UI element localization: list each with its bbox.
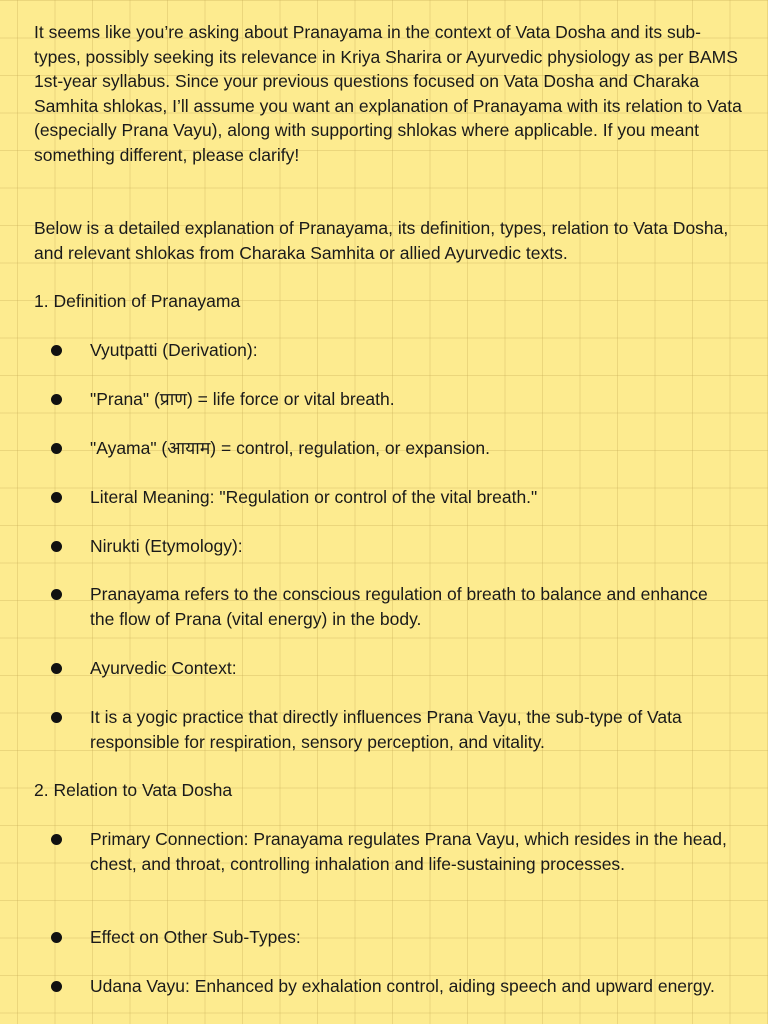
intro-paragraph: It seems like you’re asking about Pranayama in the context of Vata Dosha and its sub-types, possibly seeking its relevance in Kriya Sharira or Ayurvedic physiology as per BAMS 1st-year syllabus. Since your previous questions focused on Vata Dosha and Charaka Samhita shlokas, I’ll assume you want an explanation of Pranayama with its relation to Vata (especially Prana Vayu), along with supporting shlokas where applicable. If you meant something different, please clarify!	[34, 22, 742, 165]
bullet-icon	[51, 932, 62, 943]
bullet-icon	[51, 663, 62, 674]
list-item-text: Nirukti (Etymology):	[90, 536, 243, 556]
list-item-text: It is a yogic practice that directly influences Prana Vayu, the sub-type of Vata responsible for respiration, sensory perception, and vitality.	[90, 707, 682, 752]
bullet-icon	[51, 981, 62, 992]
list-item-text: Literal Meaning: "Regulation or control of the vital breath."	[90, 487, 538, 507]
bullet-icon	[51, 834, 62, 845]
bullet-icon	[51, 712, 62, 723]
bullet-icon	[51, 394, 62, 405]
list-item-text: Pranayama refers to the conscious regulation of breath to balance and enhance the flow of Prana (vital energy) in the body.	[90, 584, 708, 629]
bullet-icon	[51, 492, 62, 503]
list-item-text: Vyutpatti (Derivation):	[90, 340, 258, 360]
list-item-text: "Prana" (प्राण) = life force or vital breath.	[90, 389, 395, 409]
bullet-icon	[51, 589, 62, 600]
section2-heading: 2. Relation to Vata Dosha	[34, 780, 233, 800]
section1-heading: 1. Definition of Pranayama	[34, 291, 241, 311]
list-item-text: Primary Connection: Pranayama regulates Prana Vayu, which resides in the head, chest, and throat, controlling inhalation and life-sustaining processes.	[90, 829, 727, 874]
bullet-icon	[51, 443, 62, 454]
summary-paragraph: Below is a detailed explanation of Pranayama, its definition, types, relation to Vata Dosha, and relevant shlokas from Charaka Samhita or allied Ayurvedic texts.	[34, 218, 729, 263]
list-item-text: Udana Vayu: Enhanced by exhalation control, aiding speech and upward energy.	[90, 976, 715, 996]
list-item-text: "Ayama" (आयाम) = control, regulation, or expansion.	[90, 438, 490, 458]
list-item-text: Effect on Other Sub-Types:	[90, 927, 301, 947]
bullet-icon	[51, 541, 62, 552]
list-item-text: Ayurvedic Context:	[90, 658, 237, 678]
bullet-icon	[51, 345, 62, 356]
